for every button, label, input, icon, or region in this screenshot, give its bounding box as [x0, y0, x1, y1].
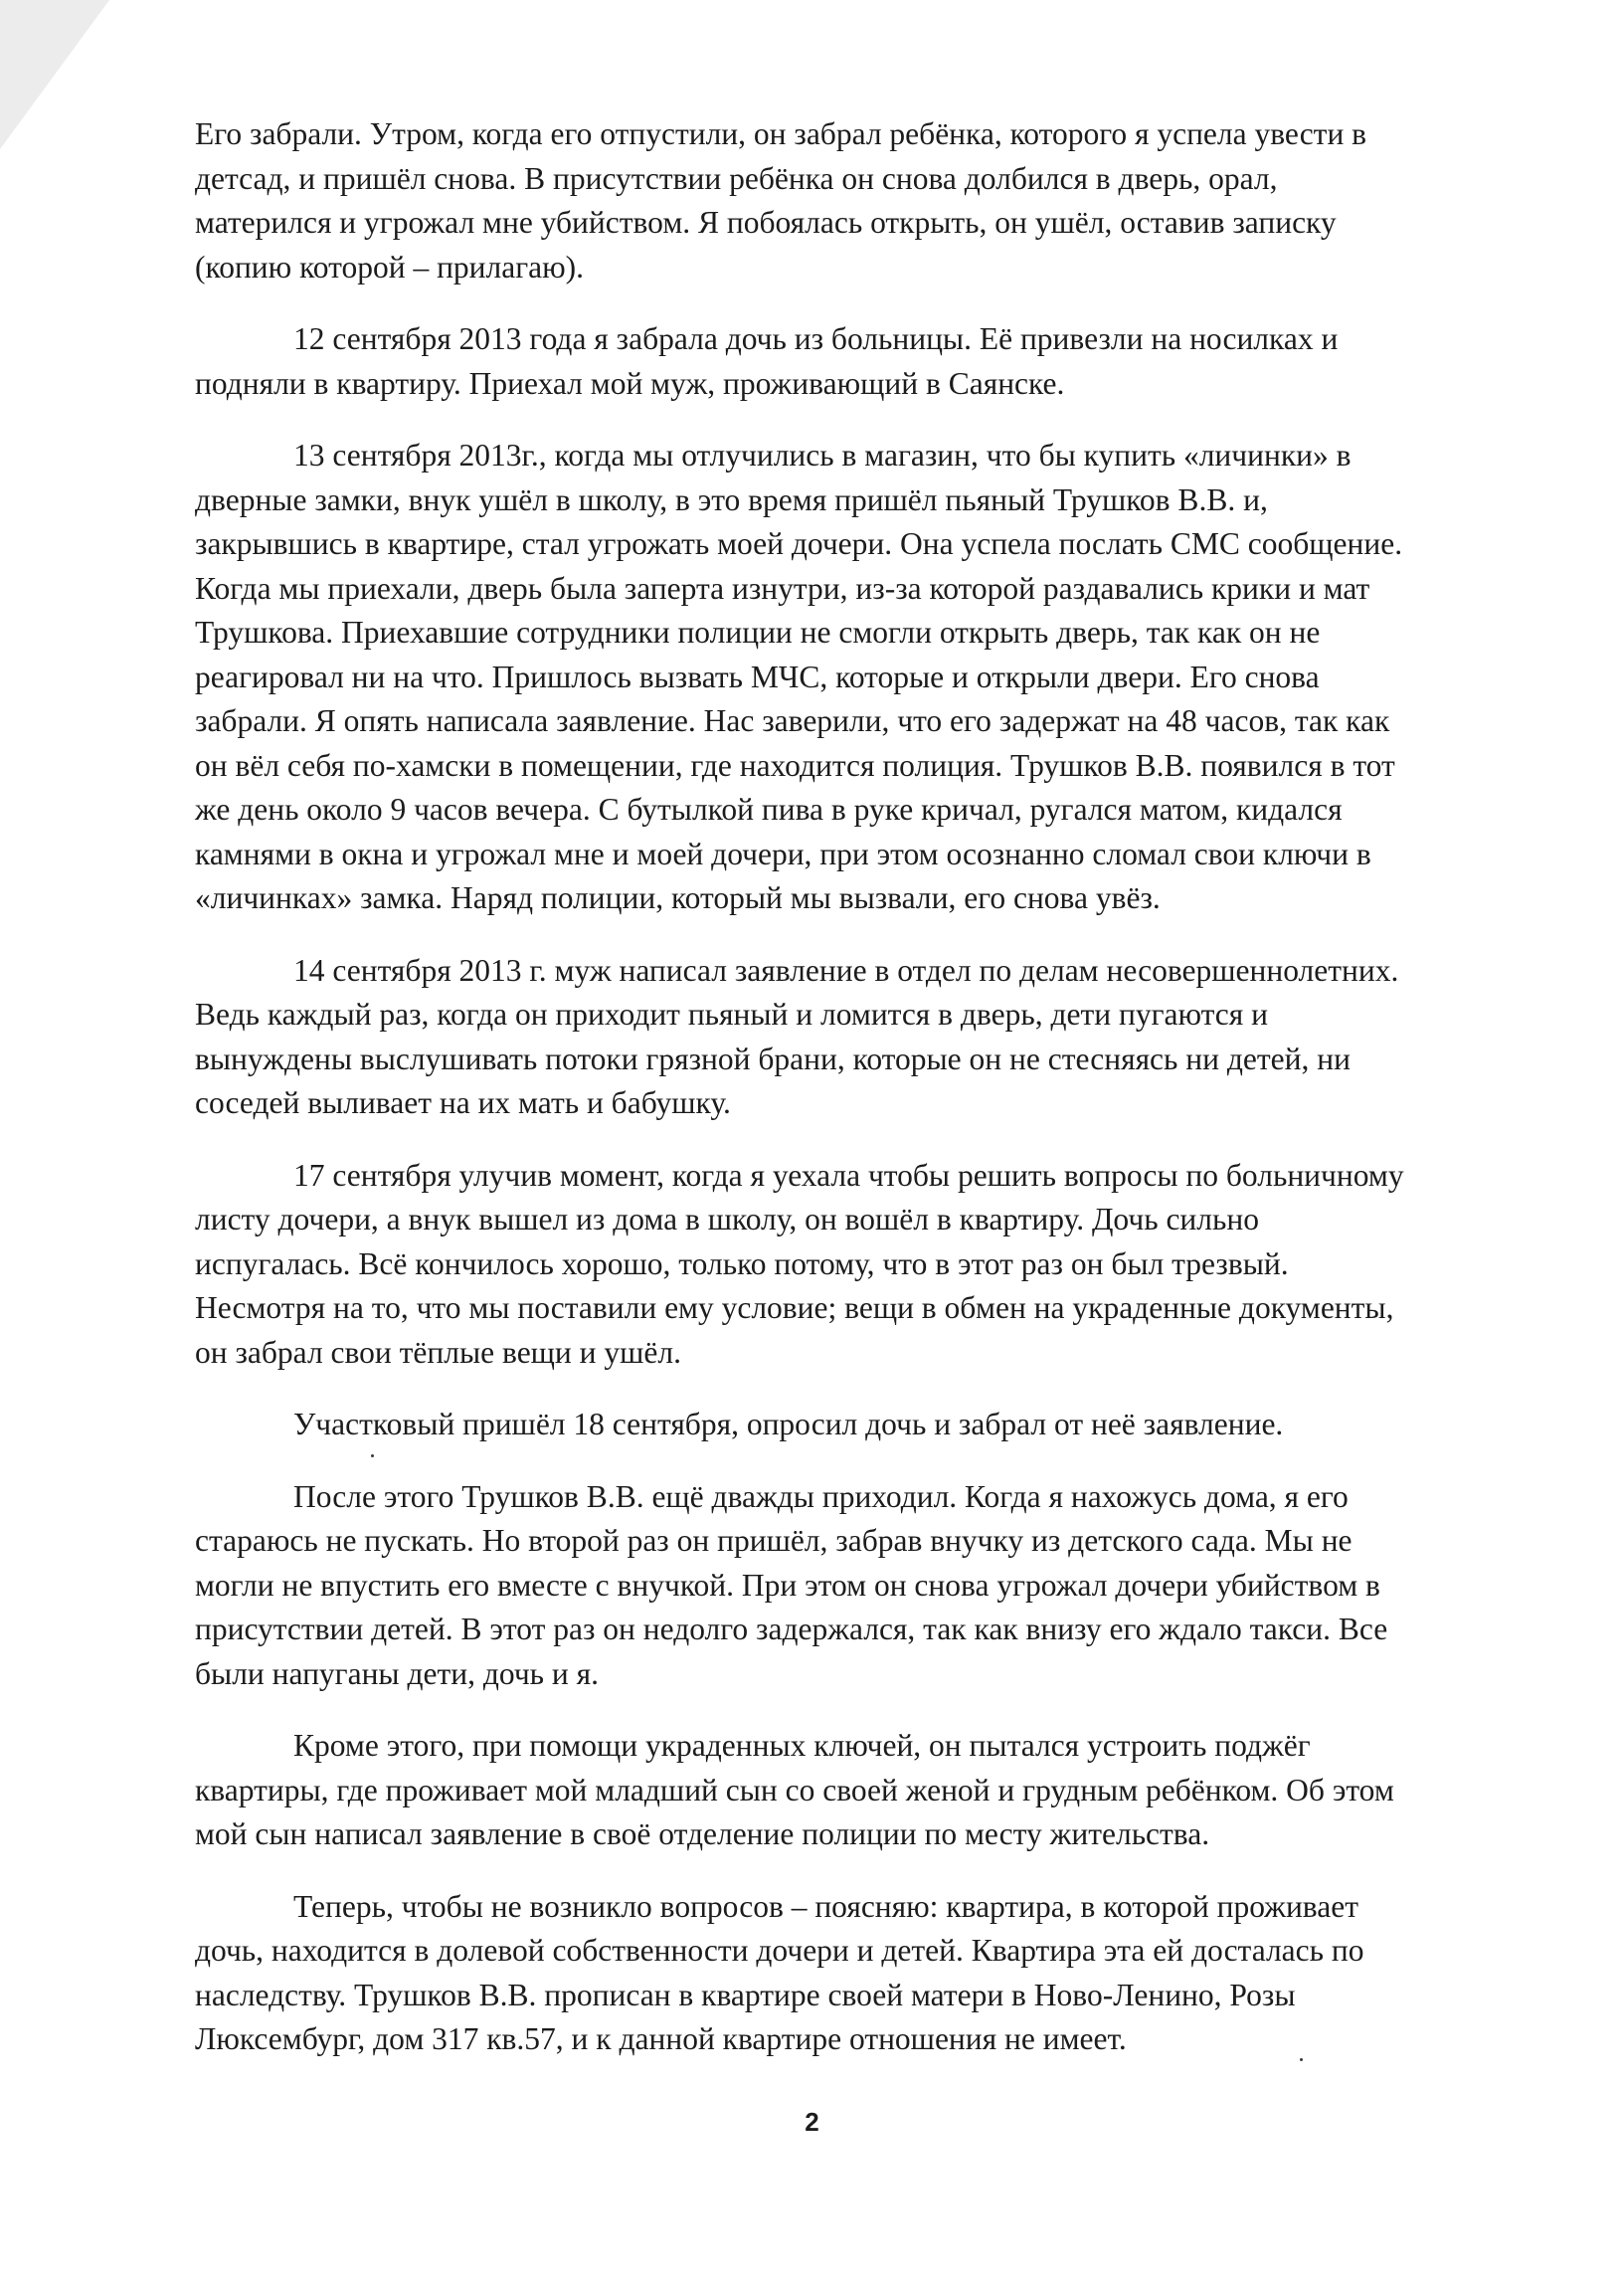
text-line: Несмотря на то, что мы поставили ему условие; вещи в обмен на украденные документы,	[195, 1290, 1394, 1325]
text-line: «личинках» замка. Наряд полиции, который мы вызвали, его снова увёз.	[195, 880, 1161, 915]
text-line: (копию которой – прилагаю).	[195, 249, 585, 285]
scan-speck	[1300, 2058, 1303, 2061]
paragraph	[195, 949, 1508, 1126]
text-line: мой сын написал заявление в своё отделение полиции по месту жительства.	[195, 1816, 1210, 1851]
text-line: он вёл себя по-хамски в помещении, где находится полиция. Трушков В.В. появился в тот	[195, 747, 1395, 783]
text-line: Его забрали. Утром, когда его отпустили, он забрал ребёнка, которого я успела увести в	[195, 116, 1367, 151]
text-line: присутствии детей. В этот раз он недолго задержался, так как внизу его ждало такси. Все	[195, 1612, 1388, 1646]
document-body	[195, 112, 1508, 2090]
text-line: 17 сентября улучив момент, когда я уехала чтобы решить вопросы по больничному	[293, 1157, 1404, 1193]
text-line: дверные замки, внук ушёл в школу, в это время пришёл пьяный Трушков В.В. и,	[195, 481, 1268, 517]
paragraph	[195, 112, 1508, 289]
text-line: матерился и угрожал мне убийством. Я побоялась открыть, он ушёл, оставив записку	[195, 205, 1337, 240]
text-line: Участковый пришёл 18 сентября, опросил дочь и забрал от неё заявление.	[293, 1407, 1284, 1441]
text-line: наследству. Трушков В.В. прописан в квартире своей матери в Ново-Ленино, Розы	[195, 1977, 1296, 2012]
text-line: 14 сентября 2013 г. муж написал заявление в отдел по делам несовершеннолетних.	[293, 952, 1399, 988]
paragraph	[195, 1154, 1508, 1376]
text-line: Когда мы приехали, дверь была заперта изнутри, из-за которой раздавались крики и мат	[195, 570, 1370, 606]
text-line: Ведь каждый раз, когда он приходит пьяный и ломится в дверь, дети пугаются и	[195, 997, 1268, 1032]
page-number: 2	[805, 2107, 819, 2137]
text-line: листу дочери, а внук вышел из дома в школу, он вошёл в квартиру. Дочь сильно	[195, 1202, 1259, 1236]
text-line: он забрал свои тёплые вещи и ушёл.	[195, 1334, 681, 1370]
text-line: квартиры, где проживает мой младший сын со своей женой и грудным ребёнком. Об этом	[195, 1772, 1394, 1807]
text-line: были напуганы дети, дочь и я.	[195, 1655, 599, 1691]
text-line: Трушкова. Приехавшие сотрудники полиции не смогли открыть дверь, так как он не	[195, 615, 1321, 650]
text-line: Кроме этого, при помощи украденных ключей, он пытался устроить поджёг	[293, 1728, 1311, 1763]
text-line: стараюсь не пускать. Но второй раз он пришёл, забрав внучку из детского сада. Мы не	[195, 1523, 1353, 1558]
text-line: реагировал ни на что. Пришлось вызвать МЧС, которые и открыли двери. Его снова	[195, 659, 1320, 694]
text-line: же день около 9 часов вечера. С бутылкой пива в руке кричал, ругался матом, кидался	[195, 792, 1343, 827]
text-line: камнями в окна и угрожал мне и моей дочери, при этом осознанно сломал свои ключи в	[195, 836, 1371, 871]
paragraph	[195, 1724, 1508, 1857]
page-corner-fold	[0, 0, 109, 149]
text-line: 13 сентября 2013г., когда мы отлучились в магазин, что бы купить «личинки» в	[293, 438, 1352, 473]
text-line: закрывшись в квартире, стал угрожать моей дочери. Она успела послать СМС сообщение.	[195, 526, 1403, 561]
text-line: детсад, и пришёл снова. В присутствии ребёнка он снова долбился в дверь, орал,	[195, 160, 1278, 196]
text-line: дочь, находится в долевой собственности дочери и детей. Квартира эта ей досталась по	[195, 1933, 1364, 1968]
paragraph	[195, 434, 1508, 921]
text-line: Люксембург, дом 317 кв.57, и к данной квартире отношения не имеет.	[195, 2021, 1127, 2056]
paragraph	[195, 1885, 1508, 2062]
text-line: могли не впустить его вместе с внучкой. При этом он снова угрожал дочери убийством в	[195, 1567, 1380, 1603]
scan-speck	[371, 1454, 374, 1457]
paragraph	[195, 317, 1508, 406]
text-line: забрали. Я опять написала заявление. Нас заверили, что его задержат на 48 часов, так как	[195, 703, 1390, 738]
text-line: соседей выливает на их мать и бабушку.	[195, 1085, 731, 1120]
text-line: Теперь, чтобы не возникло вопросов – поясняю: квартира, в которой проживает	[293, 1888, 1358, 1924]
text-line: вынуждены выслушивать потоки грязной брани, которые он не стесняясь ни детей, ни	[195, 1041, 1351, 1076]
text-line: После этого Трушков В.В. ещё дважды приходил. Когда я нахожусь дома, я его	[293, 1478, 1349, 1514]
paragraph	[195, 1475, 1508, 1697]
text-line: подняли в квартиру. Приехал мой муж, проживающий в Саянске.	[195, 365, 1065, 401]
text-line: испугалась. Всё кончилось хорошо, только потому, что в этот раз он был трезвый.	[195, 1245, 1289, 1281]
text-line: 12 сентября 2013 года я забрала дочь из больницы. Её привезли на носилках и	[293, 321, 1339, 356]
paragraph	[195, 1403, 1508, 1447]
